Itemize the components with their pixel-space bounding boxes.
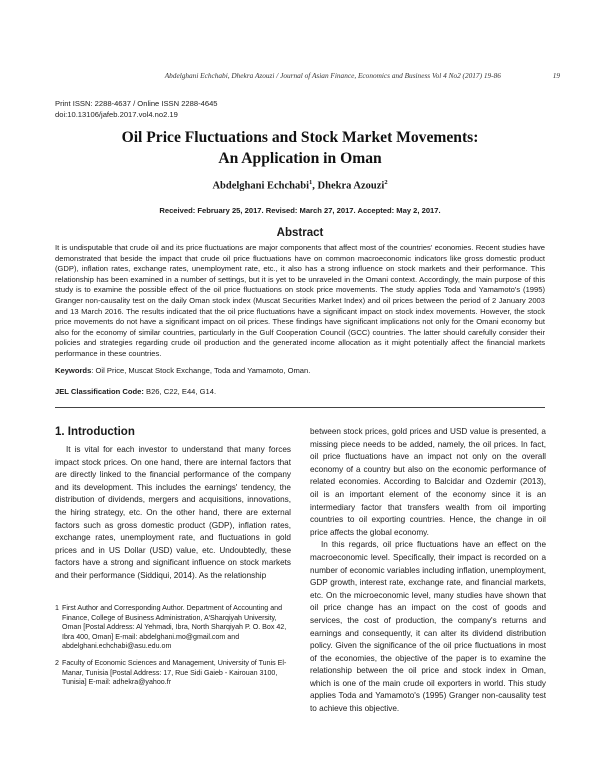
footnote-1 [55, 604, 291, 652]
footnote-1-text: First Author and Corresponding Author. Department of Accounting and Finance, College of Business Administration, A'Sharqiyah University, Oman [Postal Address: Al Yehmadi, Ibra, North Sharqiyah P. O. Box 42, Ibra 400, Oman] E-mail: abdelghani.mo@gmail.com and abdelghani.echchabi@asu.edu.om [62, 604, 287, 651]
jel-label: JEL Classification Code: [55, 387, 144, 396]
abstract-text: It is undisputable that crude oil and its price fluctuations are major components that affect most of the countries' economies. Recent studies have demonstrated that beside the impact that crude oil price fluctuations have on common macroeconomic indicators like gross domestic product (GDP), inflation rates, exchange rates, unemployment rate, etc., it also has a strong influence on stock markets and their performance. This relationship has been examined in a number of settings, but it is yet to be unraveled in the Omani context. Accordingly, the main purpose of this study is to examine the possible effect of the oil price fluctuations on stock price movements. The study applies Toda and Yamamoto's (1995) Granger non-causality test on the daily Oman stock index (Muscat Securities Market Index) and oil prices between the period of 2 January 2003 and 13 March 2016. The results indicated that the oil price fluctuations have a significant impact on stock index movements. However, the stock price movements do not have a significant impact on oil prices. These findings have significant implications not only for the Omani economy but also for the economy of similar countries, particularly in the Gulf Cooperation Council (GCC) countries. The latter should carefully consider their policies and strategies regarding crude oil production and the generated income allocation as it might potentially affect the financial markets performance in these countries. [55, 243, 545, 358]
keywords [55, 366, 545, 375]
jel-value: B26, C22, E44, G14. [143, 387, 217, 396]
abstract-heading: Abstract [276, 227, 324, 239]
introduction-paragraph-2: between stock prices, gold prices and USD value is presented, a missing piece needs to be added, namely, the oil prices. In fact, oil price fluctuations have an impact not only on the overall economy of a country but also on the economic performance of related economies. According to Balcidar and Ozdemir (2013), oil is an important element of the economy since it is an intermediary factor that transfers wealth from oil importing countries to oil exporting countries. Hence, the change in oil price affects the global economy. [310, 427, 546, 537]
keywords-label: Keywords [55, 366, 92, 375]
title-line-2: An Application in Oman [218, 150, 382, 167]
running-header-text: Abdelghani Echchabi, Dhekra Azouzi / Journal of Asian Finance, Economics and Business Vol 4 No2 (2017) 19-86 [164, 71, 501, 80]
section-divider [55, 407, 545, 408]
issn-block [55, 99, 218, 120]
received-dates: Received: February 25, 2017. Revised: March 27, 2017. Accepted: May 2, 2017. [159, 206, 441, 215]
footnote-1-number: 1 [55, 604, 59, 612]
introduction-paragraph-3: In this regards, oil price fluctuations have an effect on the macroeconomic level. Specifically, their impact is recorded on a number of economic variables including inflation, unemployment, GDP growth, interest rate, exchange rate, and financial markets, etc. On the microeconomic level, many studies have shown that oil price change has an impact on the cost of goods and services, the cost of production, the company's returns and earnings and consequently, it can alter its dividend distribution policy. Given the significance of the oil price fluctuations in most of the economies, the objective of the paper is to examine the relationship between the oil price and stock index in Oman, which is one of the main crude oil exporters in world. This study applies Toda and Yamamoto's (1995) Granger non-causality test to achieve this objective. [310, 540, 546, 714]
author-list [40, 179, 560, 192]
author-1: Abdelghani Echchabi [212, 180, 310, 192]
doi-line: doi:10.13106/jafeb.2017.vol4.no2.19 [55, 109, 178, 119]
page-number: 19 [552, 71, 560, 80]
paper-title [40, 127, 560, 169]
issn-line: Print ISSN: 2288-4637 / Online ISSN 2288-4645 [55, 99, 218, 108]
title-line-1: Oil Price Fluctuations and Stock Market Movements: [121, 129, 479, 146]
author-separator: , [312, 180, 318, 192]
left-column [55, 426, 291, 583]
footnotes [55, 604, 291, 688]
footnote-2 [55, 659, 291, 688]
author-2: Dhekra Azouzi [317, 180, 385, 192]
introduction-paragraph-1: It is vital for each investor to understand that many forces impact stock prices. On one hand, there are internal factors that are directly linked to the financial performance of the company and its development. This includes the earnings' tendency, the distribution of dividends, mergers and acquisitions, innovations, the hiring strategy, etc. On the other hand, there are external factors such as gross domestic product (GDP), inflation rates, exchange rates, unemployment rate, and fluctuations in gold prices and in US Dollar (USD) value, etc. Undoubtedly, these factors have a strong and significant influence on stock markets and their performance (Siddiqui, 2014). As the relationship [55, 445, 291, 580]
footnote-2-text: Faculty of Economic Sciences and Management, University of Tunis El-Manar, Tunisia [Postal Address: 17, Rue Sidi Gaieb - Kairouan 3100, Tunisia] E-mail: adhekra@yahoo.fr [62, 658, 287, 687]
author-1-affiliation: 1 [309, 179, 313, 186]
author-2-affiliation: 2 [384, 179, 388, 186]
jel-codes [55, 387, 545, 396]
running-header [46, 71, 560, 80]
right-column [310, 426, 546, 716]
footnote-2-number: 2 [55, 658, 59, 667]
introduction-heading: 1. Introduction [55, 426, 135, 438]
keywords-value: : Oil Price, Muscat Stock Exchange, Toda and Yamamoto, Oman. [91, 366, 311, 375]
